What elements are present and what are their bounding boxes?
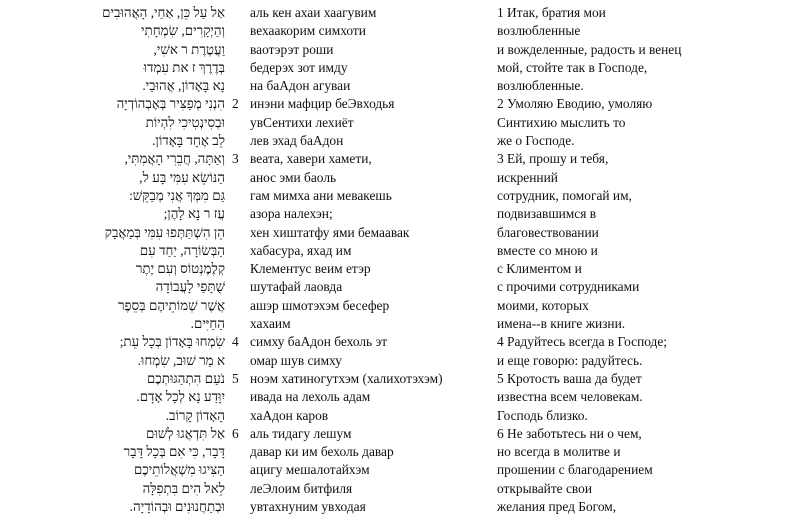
- hebrew-text: עֲז ר נָא לָהֶן;: [163, 206, 225, 222]
- hebrew-text: גַּם מִמְּךָ אֲנִי מְבַקֵּשׁ:: [129, 187, 225, 203]
- verse-number: 6: [232, 425, 239, 441]
- russian-text: и еще говорю: радуйтесь.: [497, 352, 643, 368]
- russian-text: же о Господе.: [497, 133, 575, 149]
- hebrew-text: הֵן הִשְׁתַּתְּפוּ עִמִּי בְּמַאֲבָק: [104, 224, 225, 240]
- russian-text: 2 Умоляю Еводию, умоляю: [497, 96, 653, 112]
- transliteration-text: азора налехэн;: [250, 206, 333, 222]
- hebrew-text: קְלֶמֶנְטוֹס וְעִם יֶתֶר: [135, 261, 225, 277]
- russian-text: но всегда в молитве и: [497, 444, 621, 460]
- transliteration-text: омар шув симху: [250, 352, 342, 368]
- russian-text: Господь близко.: [497, 407, 588, 423]
- transliteration-text: ваотэрэт роши: [250, 41, 334, 57]
- transliteration-text: вехаакорим симхоти: [250, 23, 366, 39]
- verse-line: [0, 315, 800, 333]
- verse-line: [0, 59, 800, 77]
- transliteration-text: лев эхад баАдон: [250, 133, 344, 149]
- hebrew-text: נָא בָּאָדוֹן, אֲהוּבַי.: [142, 78, 225, 94]
- russian-text: возлюбленные: [497, 23, 581, 39]
- verse-line: [0, 480, 800, 498]
- transliteration-text: ноэм хатиногутхэм (халихотэхэм): [250, 370, 443, 386]
- russian-text: подвизавшимся в: [497, 206, 597, 222]
- transliteration-text: леЭлоим битфиля: [250, 480, 353, 496]
- hebrew-text: הַצִּיגוּ מִשְׁאֲלוֹתֵיכֶם: [133, 462, 225, 478]
- verse-line: [0, 224, 800, 242]
- verse-line: [0, 169, 800, 187]
- hebrew-text: לֵאל הִים בִּתְפִלָּה: [142, 480, 225, 496]
- transliteration-text: увСентихи лехиёт: [250, 114, 354, 130]
- verse-line: [0, 443, 800, 461]
- russian-text: 1 Итак, братия мои: [497, 5, 606, 20]
- verse-line: [0, 77, 800, 95]
- verse-number: 4: [232, 334, 239, 350]
- hebrew-text: בְּדֶרֶךְ ז את עִמְדוּ: [143, 59, 225, 75]
- hebrew-text: אַל עַל כֵּן, אַחַי, הָאֲהוּבִים: [102, 5, 225, 20]
- hebrew-text: נֹעַם הִתְהַגּוּתְכֶם: [146, 370, 225, 386]
- verse-line: [0, 461, 800, 479]
- transliteration-text: гам мимха ани мевакешь: [250, 187, 392, 203]
- verse-line: [0, 205, 800, 223]
- russian-text: сотрудник, помогай им,: [497, 187, 632, 203]
- transliteration-text: анос эми баоль: [250, 169, 337, 185]
- parallel-text-table: [0, 4, 800, 516]
- verse-line: [0, 260, 800, 278]
- russian-text: имена--в книге жизни.: [497, 316, 626, 332]
- hebrew-text: הִנְנִי מְפַצִּיר בְּאֶבְהוֹדְיָה: [116, 96, 225, 112]
- hebrew-text: שֻׁתָּפַי לָעֲבוֹדָה: [155, 279, 225, 295]
- verse-line: [0, 278, 800, 296]
- hebrew-text: הָאָדוֹן קָרוֹב.: [165, 407, 225, 423]
- hebrew-text: אֲשֶׁר שְׁמוֹתֵיהֶם בְּסֵפֶר: [117, 297, 225, 313]
- verse-number: 2: [232, 96, 239, 112]
- transliteration-text: аль тидагу лешум: [250, 425, 352, 441]
- russian-text: Синтихию мыслить то: [497, 114, 626, 130]
- transliteration-text: ацигу мешалотайхэм: [250, 462, 370, 478]
- russian-text: прошении с благодарением: [497, 462, 653, 478]
- russian-text: и вожделенные, радость и венец: [497, 41, 682, 57]
- transliteration-text: хен хиштатфу ями бемаавак: [250, 224, 410, 240]
- verse-line: [0, 114, 800, 132]
- hebrew-text: וּבְתַחֲנוּנִים וּבְהוֹדָיָה.: [129, 499, 225, 515]
- hebrew-text: הַחַיִּים.: [190, 316, 225, 332]
- transliteration-text: хахаим: [250, 316, 291, 332]
- verse-line: [0, 407, 800, 425]
- hebrew-text: יִוָּדַע נָא לְכָל אָדָם.: [136, 389, 225, 405]
- russian-text: моими, которых: [497, 297, 589, 313]
- russian-text: открывайте свои: [497, 480, 593, 496]
- hebrew-text: הַבְּשׂוֹרָה, יַחַד עִם: [139, 242, 225, 258]
- verse-line: [0, 187, 800, 205]
- verse-number: 5: [232, 370, 239, 386]
- hebrew-text: לֵב אֶחָד בָּאָדוֹן.: [152, 133, 225, 149]
- transliteration-text: Клементус веим етэр: [250, 261, 371, 277]
- verse-line: [0, 370, 800, 388]
- verse-line: [0, 297, 800, 315]
- transliteration-text: ивада на лехоль адам: [250, 389, 371, 405]
- hebrew-text: וְאַתָּה, חֲבֵרִי הָאֲמִתִּי,: [124, 151, 225, 167]
- russian-text: 3 Ей, прошу и тебя,: [497, 151, 609, 167]
- hebrew-text: אַל תִּדְאֲגוּ לְשׁוּם: [145, 425, 225, 441]
- verse-line: [0, 132, 800, 150]
- russian-text: желания пред Богом,: [497, 499, 617, 515]
- verse-line: [0, 352, 800, 370]
- russian-text: искренний: [497, 169, 558, 185]
- transliteration-text: симху баАдон бехоль эт: [250, 334, 388, 350]
- verse-line: [0, 22, 800, 40]
- transliteration-text: бедерэх зот имду: [250, 59, 348, 75]
- russian-text: возлюбленные.: [497, 78, 584, 94]
- hebrew-text: שִׂמְחוּ בָּאָדוֹן בְּכָל עֵת;: [119, 334, 225, 350]
- verse-line: [0, 498, 800, 516]
- russian-text: известна всем человекам.: [497, 389, 643, 405]
- verse-line: [0, 41, 800, 59]
- transliteration-text: ашэр шмотэхэм бесефер: [250, 297, 390, 313]
- hebrew-text: וְהַיְקָרִים, שִׂמְחָתִי: [141, 23, 225, 39]
- russian-text: с прочими сотрудниками: [497, 279, 640, 295]
- verse-line: [0, 150, 800, 168]
- transliteration-text: инэни мафцир беЭвходья: [250, 96, 395, 112]
- verse-line: [0, 242, 800, 260]
- hebrew-text: דָּבָר, כִּי אִם בְּכָל דָּבָר: [123, 444, 225, 460]
- verse-number: 3: [232, 151, 239, 167]
- russian-text: 6 Не заботьтесь ни о чем,: [497, 425, 642, 441]
- russian-text: вместе со мною и: [497, 242, 598, 258]
- hebrew-text: א מַר שׁוּב, שִׂמְחוּ.: [137, 352, 225, 368]
- russian-text: 4 Радуйтесь всегда в Господе;: [497, 334, 668, 350]
- transliteration-text: шутафай лаовда: [250, 279, 343, 295]
- transliteration-text: аль кен ахаи хаагувим: [250, 5, 377, 20]
- transliteration-text: увтахнуним увходая: [250, 499, 366, 515]
- russian-text: благовествовании: [497, 224, 599, 240]
- hebrew-text: וַעֲטֶרֶת ר אשִׁי,: [153, 41, 225, 57]
- hebrew-text: הַנּוֹשֵׂא עִמִּי בָּע ל,: [139, 169, 225, 185]
- verse-line: [0, 388, 800, 406]
- verse-line: [0, 4, 800, 22]
- russian-text: с Климентом и: [497, 261, 582, 277]
- transliteration-text: веата, хавери хамети,: [250, 151, 372, 167]
- verse-line: [0, 95, 800, 113]
- russian-text: 5 Кротость ваша да будет: [497, 370, 642, 386]
- transliteration-text: хаАдон каров: [250, 407, 329, 423]
- transliteration-text: на баАдон агуваи: [250, 78, 351, 94]
- hebrew-text: וּבְסִינְטִיכִי לִהְיוֹת: [145, 114, 225, 130]
- transliteration-text: хабасура, яхад им: [250, 242, 352, 258]
- transliteration-text: давар ки им бехоль давар: [250, 444, 394, 460]
- verse-line: [0, 333, 800, 351]
- verse-line: [0, 425, 800, 443]
- russian-text: мой, стойте так в Господе,: [497, 59, 648, 75]
